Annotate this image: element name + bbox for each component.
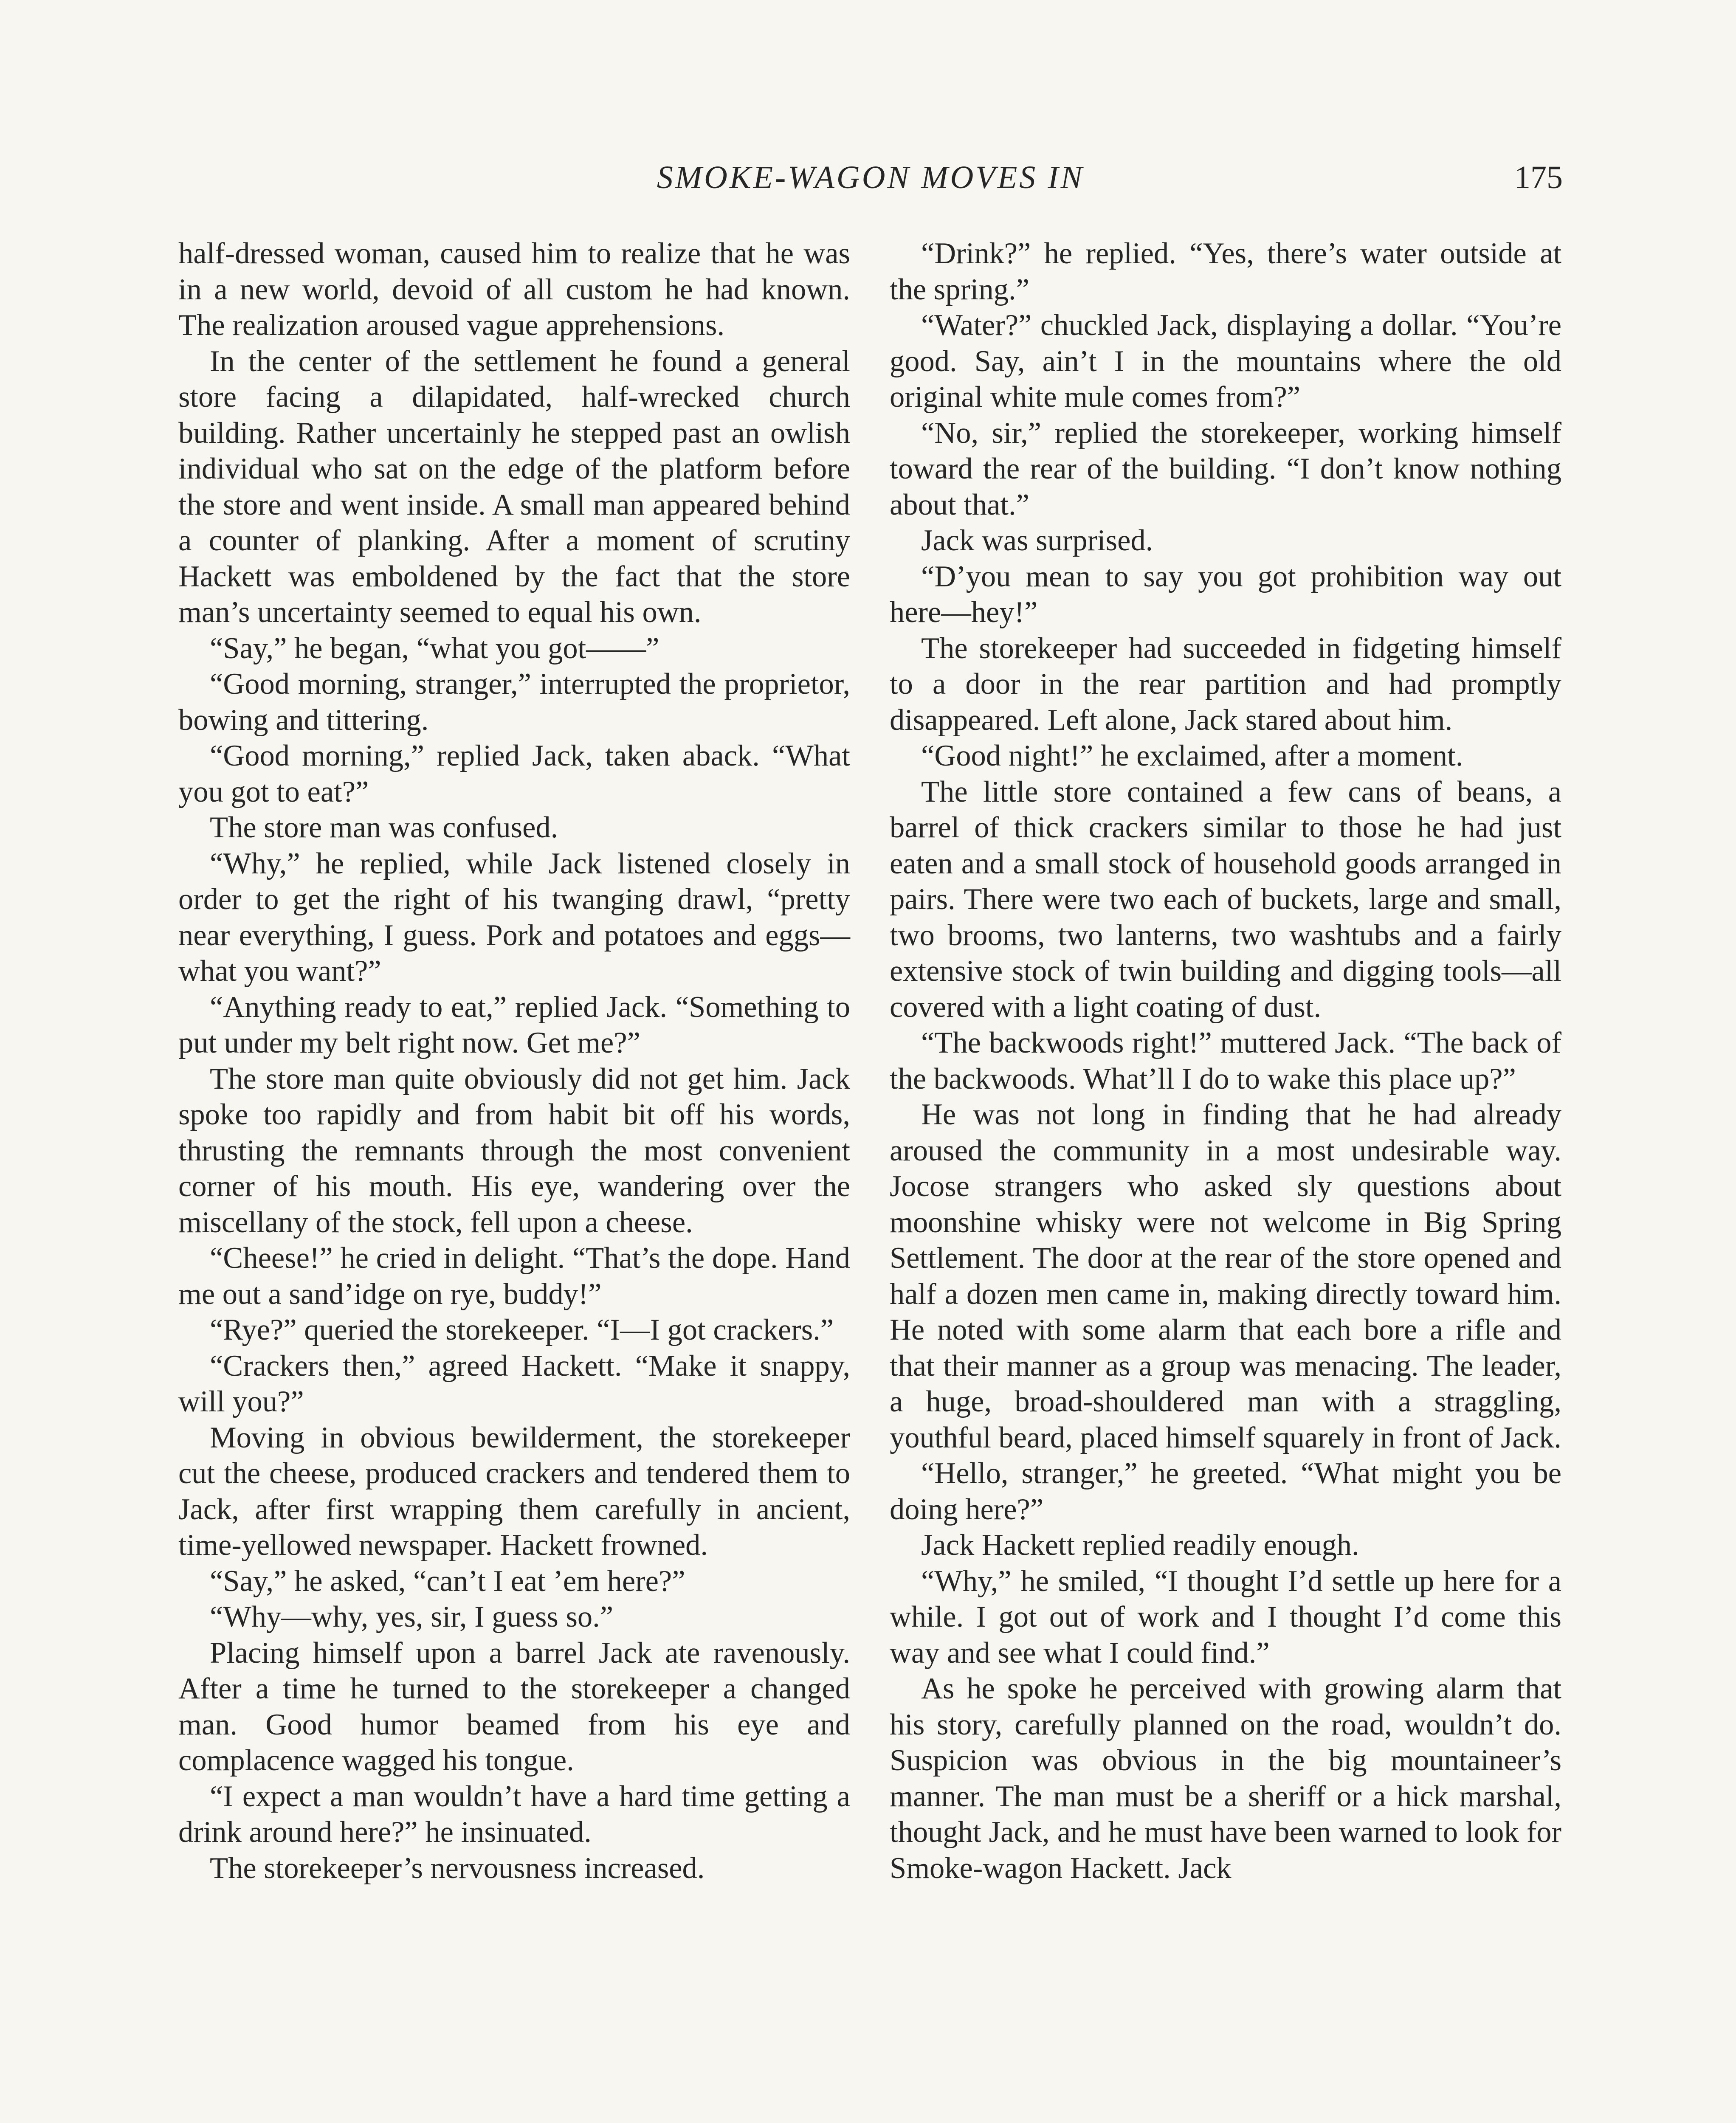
paragraph: “Say,” he asked, “can’t I eat ’em here?” [210, 1564, 685, 1598]
paragraph: The storekeeper’s nervousness increased. [210, 1851, 705, 1885]
paragraph: “Why—why, yes, sir, I guess so.” [210, 1600, 614, 1633]
paragraph: “Hello, stranger,” he greeted. “What might you be doing here?” [890, 1457, 1561, 1526]
paragraph: The store man was confused. [210, 811, 558, 844]
paragraph: “Good morning,” replied Jack, taken aback. “What you got to eat?” [178, 739, 850, 808]
paragraph: Placing himself upon a barrel Jack ate ravenously. After a time he turned to the storekeeper a changed man. Good humor beamed from his eye and complacence wagged his tongue. [178, 1636, 850, 1777]
left-text-column [178, 236, 850, 1886]
paragraph: Jack Hackett replied readily enough. [921, 1529, 1359, 1562]
paragraph: “D’you mean to say you got prohibition way out here—hey!” [890, 560, 1561, 629]
paragraph: “Why,” he replied, while Jack listened closely in order to get the right of his twanging drawl, “pretty near everything, I guess. Pork and potatoes and eggs—what you want?” [178, 847, 850, 988]
right-text-column [890, 236, 1561, 1886]
paragraph: half-dressed woman, caused him to realize that he was in a new world, devoid of all custom he had known. The realization aroused vague apprehensions. [178, 237, 850, 342]
page-number: 175 [1514, 160, 1563, 195]
paragraph: Jack was surprised. [921, 524, 1153, 557]
paragraph: “Rye?” queried the storekeeper. “I—I got crackers.” [210, 1313, 834, 1346]
paragraph: “The backwoods right!” muttered Jack. “The back of the backwoods. What’ll I do to wake this place up?” [890, 1026, 1561, 1095]
paragraph: “Drink?” he replied. “Yes, there’s water outside at the spring.” [890, 237, 1561, 306]
paragraph: “Why,” he smiled, “I thought I’d settle up here for a while. I got out of work and I thought I’d come this way and see what I could find.” [890, 1564, 1561, 1670]
paragraph: “Say,” he began, “what you got——” [210, 631, 659, 665]
paragraph: “Cheese!” he cried in delight. “That’s the dope. Hand me out a sand’idge on rye, buddy!” [178, 1242, 850, 1311]
paragraph: As he spoke he perceived with growing alarm that his story, carefully planned on the road, wouldn’t do. Suspicion was obvious in the big mountaineer’s manner. The man must be a sheriff or a hick marshal, thought Jack, and he must have been warned to look for Smoke-wagon Hackett. Jack [890, 1672, 1561, 1885]
paragraph: “Anything ready to eat,” replied Jack. “Something to put under my belt right now. Get me?” [178, 990, 850, 1059]
paragraph: In the center of the settlement he found a general store facing a dilapidated, half-wrecked church building. Rather uncertainly he stepped past an owlish individual who sat on the edge of the platform before the store and went inside. A small man appeared behind a counter of planking. After a moment of scrutiny Hackett was emboldened by the fact that the store man’s uncertainty seemed to equal his own. [178, 344, 850, 629]
paragraph: “Good morning, stranger,” interrupted the proprietor, bowing and tittering. [178, 667, 850, 737]
paragraph: “I expect a man wouldn’t have a hard time getting a drink around here?” he insinuated. [178, 1779, 850, 1849]
paragraph: “No, sir,” replied the storekeeper, working himself toward the rear of the building. “I don’t know nothing about that.” [890, 416, 1561, 521]
paragraph: “Good night!” he exclaimed, after a moment. [921, 739, 1463, 772]
paragraph: The little store contained a few cans of beans, a barrel of thick crackers similar to those he had just eaten and a small stock of household goods arranged in pairs. There were two each of buckets, large and small, two brooms, two lanterns, two washtubs and a fairly extensive stock of twin building and digging tools—all covered with a light coating of dust. [890, 775, 1561, 1024]
paragraph: The store man quite obviously did not get him. Jack spoke too rapidly and from habit bit off his words, thrusting the remnants through the most convenient corner of his mouth. His eye, wandering over the miscellany of the stock, fell upon a cheese. [178, 1062, 850, 1239]
paragraph: Moving in obvious bewilderment, the storekeeper cut the cheese, produced crackers and tendered them to Jack, after first wrapping them carefully in ancient, time-yellowed newspaper. Hackett frowned. [178, 1421, 850, 1562]
paragraph: The storekeeper had succeeded in fidgeting himself to a door in the rear partition and had promptly disappeared. Left alone, Jack stared about him. [890, 631, 1561, 737]
running-title: SMOKE-WAGON MOVES IN [657, 160, 1085, 195]
paragraph: “Crackers then,” agreed Hackett. “Make it snappy, will you?” [178, 1349, 850, 1418]
paragraph: He was not long in finding that he had already aroused the community in a most undesirable way. Jocose strangers who asked sly questions about moonshine whisky were not welcome in Big Spring Settlement. The door at the rear of the store opened and half a dozen men came in, making directly toward him. He noted with some alarm that each bore a rifle and that their manner as a group was menacing. The leader, a huge, broad-shouldered man with a straggling, youthful beard, placed himself squarely in front of Jack. [890, 1098, 1561, 1454]
running-header [178, 159, 1563, 206]
paragraph: “Water?” chuckled Jack, displaying a dollar. “You’re good. Say, ain’t I in the mountains where the old original white mule comes from?” [890, 309, 1561, 414]
